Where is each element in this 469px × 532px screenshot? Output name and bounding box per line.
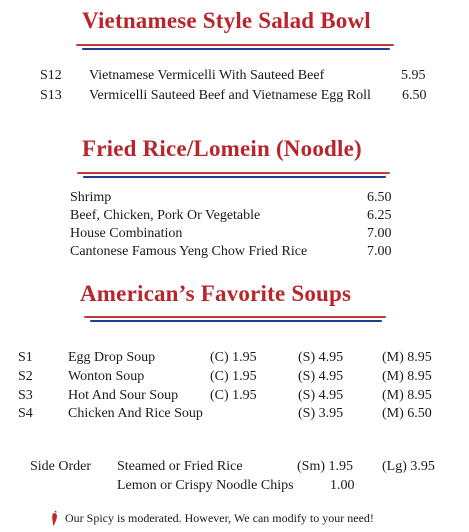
soup-code: S3 — [18, 388, 33, 403]
item-price: 7.00 — [367, 226, 392, 241]
soup-small-price: (S) 4.95 — [298, 350, 344, 365]
soup-cup-price: (C) 1.95 — [210, 369, 257, 384]
soup-name: Hot And Sour Soup — [68, 388, 179, 403]
item-code: S12 — [40, 68, 62, 83]
side-order-large-price: (Lg) 3.95 — [382, 459, 435, 474]
soup-small-price: (S) 4.95 — [298, 388, 344, 403]
section-title-salad-bowl: Vietnamese Style Salad Bowl — [82, 8, 371, 33]
soup-code: S1 — [18, 350, 33, 365]
item-price: 6.50 — [367, 190, 392, 205]
item-price: 6.25 — [367, 208, 392, 223]
item-name: Vietnamese Vermicelli With Sauteed Beef — [89, 68, 325, 83]
item-name: House Combination — [70, 226, 183, 241]
soup-cup-price: (C) 1.95 — [210, 350, 257, 365]
soup-medium-price: (M) 6.50 — [382, 406, 432, 421]
side-order-label: Side Order — [30, 459, 92, 474]
side-order-price: 1.00 — [330, 478, 355, 493]
item-price: 5.95 — [401, 68, 426, 83]
soup-code: S2 — [18, 369, 33, 384]
item-name: Beef, Chicken, Pork Or Vegetable — [70, 208, 261, 223]
item-name: Shrimp — [70, 190, 112, 205]
soup-cup-price: (C) 1.95 — [210, 388, 257, 403]
item-price: 7.00 — [367, 244, 392, 259]
soup-medium-price: (M) 8.95 — [382, 350, 432, 365]
soup-small-price: (S) 3.95 — [298, 406, 344, 421]
footnote-text: Our Spicy is moderated. However, We can modify to your need! — [65, 511, 374, 525]
side-order-small-price: (Sm) 1.95 — [297, 459, 353, 474]
chili-pepper-icon — [50, 509, 60, 527]
soup-code: S4 — [18, 406, 33, 421]
item-code: S13 — [40, 88, 62, 103]
side-order-item-name: Steamed or Fried Rice — [117, 459, 243, 474]
soup-medium-price: (M) 8.95 — [382, 388, 432, 403]
item-price: 6.50 — [402, 88, 427, 103]
item-name: Cantonese Famous Yeng Chow Fried Rice — [70, 244, 308, 259]
soup-name: Chicken And Rice Soup — [68, 406, 203, 421]
section-title-soups: American’s Favorite Soups — [80, 281, 352, 306]
soup-name: Wonton Soup — [68, 369, 145, 384]
item-name: Vermicelli Sauteed Beef and Vietnamese Egg Roll — [89, 88, 371, 103]
soup-small-price: (S) 4.95 — [298, 369, 344, 384]
side-order-item-name: Lemon or Crispy Noodle Chips — [117, 478, 294, 493]
soup-medium-price: (M) 8.95 — [382, 369, 432, 384]
section-title-fried-rice: Fried Rice/Lomein (Noodle) — [82, 136, 362, 161]
soup-name: Egg Drop Soup — [68, 350, 156, 365]
